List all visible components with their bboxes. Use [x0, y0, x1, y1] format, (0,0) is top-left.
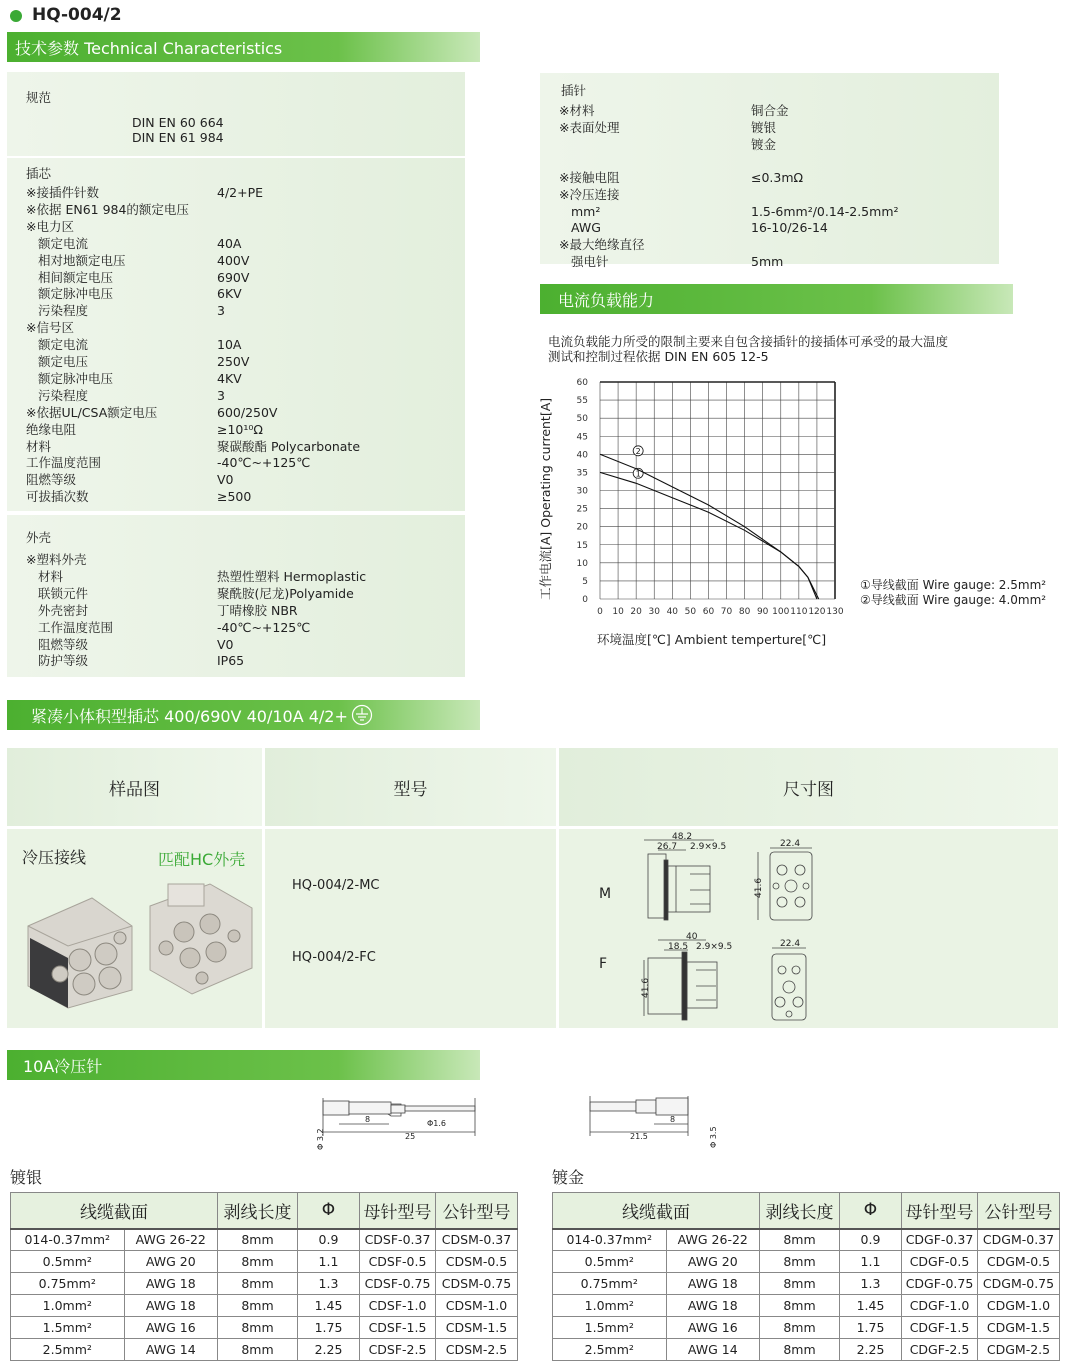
female-pin-contact-dia: Φ1.6	[427, 1119, 447, 1128]
section-title-current: 电流负载能力	[558, 290, 655, 310]
table-header: 剥线长度	[218, 1193, 298, 1229]
spec-value: -40℃~+125℃	[217, 619, 311, 635]
series-marker-label: 2	[635, 446, 641, 456]
x-tick-label: 30	[648, 607, 660, 617]
table-cell: 1.75	[840, 1317, 902, 1339]
section-title-tech: 技术参数 Technical Characteristics	[15, 38, 283, 58]
spec-label: 额定电压	[38, 354, 89, 369]
spec-value: 10A	[217, 337, 242, 353]
table-cell: 8mm	[760, 1273, 840, 1295]
table-cell: 1.1	[840, 1251, 902, 1273]
spec-value: V0	[217, 472, 234, 488]
table-header: 剥线长度	[760, 1193, 840, 1229]
dim-m-slot: 2.9×9.5	[690, 842, 727, 852]
spec-label: 相间额定电压	[38, 269, 114, 285]
table-cell: CDGF-1.0	[902, 1295, 978, 1317]
spec-label: ※依据 EN61 984的额定电压	[26, 201, 189, 217]
female-pin-length: 25	[405, 1132, 416, 1141]
pin-spec-title: 插针	[561, 83, 587, 98]
y-tick-label: 25	[576, 504, 588, 515]
table-cell: 8mm	[218, 1251, 298, 1273]
table-header: 线缆截面	[553, 1193, 760, 1229]
spec-label: ※材料	[559, 103, 595, 118]
table-cell: CDGF-2.5	[902, 1339, 978, 1361]
x-tick-label: 10	[612, 607, 624, 617]
table-cell: 1.5mm²	[553, 1317, 667, 1339]
y-tick-label: 55	[576, 396, 588, 407]
table-row	[553, 1295, 1060, 1317]
drawing-label-m: M	[599, 886, 612, 902]
table-cell: 2.25	[840, 1339, 902, 1361]
table-cell: AWG 14	[124, 1339, 217, 1361]
spec-value: 3	[217, 387, 225, 403]
crimp-label: 冷压接线	[22, 848, 87, 867]
spec-label: 可拔插次数	[26, 489, 89, 505]
table-cell: 1.3	[840, 1273, 902, 1295]
table-cell: AWG 16	[666, 1317, 759, 1339]
spec-label: 相对地额定电压	[38, 252, 126, 268]
title-bullet-icon	[10, 10, 22, 22]
table-cell: 014-0.37mm²	[553, 1229, 667, 1251]
current-description: 测试和控制过程依据 DIN EN 605 12-5	[548, 349, 769, 364]
table-cell: 8mm	[760, 1229, 840, 1251]
table-cell: 1.5mm²	[11, 1317, 125, 1339]
spec-label: 材料	[26, 438, 52, 454]
dim-f-depth: 18.5	[668, 942, 689, 952]
panel-pin	[540, 73, 999, 270]
table-header: 公针型号	[978, 1193, 1060, 1229]
y-tick-label: 30	[576, 486, 588, 497]
legend-entry-1: ①导线截面 Wire gauge: 2.5mm²	[860, 578, 1047, 592]
model-fc: HQ-004/2-FC	[292, 950, 376, 965]
x-tick-label: 90	[756, 607, 769, 617]
spec-value: 1.5-6mm²/0.14-2.5mm²	[751, 203, 899, 219]
standard-line: DIN EN 61 984	[132, 130, 224, 145]
table-row	[553, 1317, 1060, 1339]
table-cell: 8mm	[218, 1295, 298, 1317]
y-tick-label: 0	[582, 595, 588, 605]
table-cell: 1.1	[298, 1251, 360, 1273]
spec-value: 4/2+PE	[217, 185, 264, 200]
spec-value: 16-10/26-14	[751, 220, 828, 236]
section-bar-pin	[7, 1050, 480, 1080]
y-axis-label: 工作电流[A] Operating current[A]	[538, 397, 553, 600]
y-tick-label: 35	[576, 468, 588, 479]
dim-f-height: 41.6	[641, 977, 651, 998]
female-pin-dia: Φ 3.2	[316, 1128, 325, 1150]
col-head-sample: 样品图	[7, 748, 262, 826]
table-cell: 8mm	[760, 1339, 840, 1361]
spec-value: 400V	[217, 252, 250, 268]
table-cell: CDSF-1.5	[360, 1317, 436, 1339]
female-pin-drawing	[315, 1092, 495, 1152]
core-title: 插芯	[26, 166, 52, 181]
spec-value: 丁晴橡胶 NBR	[217, 602, 298, 618]
section-bar-tech	[7, 32, 480, 62]
table-cell: 1.45	[298, 1295, 360, 1317]
spec-value: 聚酰胺(尼龙)Polyamide	[217, 585, 354, 601]
table-row	[553, 1251, 1060, 1273]
table-cell: 1.3	[298, 1273, 360, 1295]
dim-f-front-width: 22.4	[780, 939, 801, 949]
x-tick-label: 120	[808, 607, 826, 617]
spec-value: IP65	[217, 653, 245, 669]
spec-label: 污染程度	[38, 387, 89, 403]
x-tick-label: 130	[826, 607, 844, 617]
dim-f-slot: 2.9×9.5	[696, 942, 733, 952]
x-tick-label: 70	[720, 607, 733, 617]
male-pin-crimp: 8	[670, 1115, 676, 1124]
spec-label: 阻燃等级	[26, 472, 77, 488]
silver-table-title: 镀银	[10, 1168, 43, 1187]
table-cell: 8mm	[760, 1251, 840, 1273]
spec-label: 额定脉冲电压	[38, 286, 114, 302]
current-description: 电流负载能力所受的限制主要来自包含接插针的接插体可承受的最大温度	[548, 334, 949, 349]
spec-label: ※表面处理	[559, 119, 620, 135]
table-cell: AWG 18	[124, 1273, 217, 1295]
x-tick-label: 80	[738, 607, 751, 617]
table-cell: CDGF-0.37	[902, 1229, 978, 1251]
table-cell: AWG 26-22	[666, 1229, 759, 1251]
table-cell: AWG 26-22	[124, 1229, 217, 1251]
male-pin-length: 21.5	[630, 1132, 648, 1141]
table-cell: AWG 18	[666, 1273, 759, 1295]
table-cell: CDSM-0.75	[436, 1273, 518, 1295]
spec-label: 联锁元件	[38, 585, 89, 601]
spec-value: V0	[217, 636, 234, 652]
table-cell: CDSM-1.5	[436, 1317, 518, 1339]
dim-m-width: 48.2	[672, 832, 693, 842]
spec-value: 690V	[217, 269, 250, 285]
table-cell: CDGM-1.0	[978, 1295, 1060, 1317]
spec-value: 4KV	[217, 370, 242, 386]
table-cell: 1.75	[298, 1317, 360, 1339]
table-row	[553, 1229, 1060, 1251]
spec-value: 250V	[217, 354, 250, 369]
x-tick-label: 60	[702, 607, 715, 617]
y-tick-label: 50	[576, 414, 588, 425]
table-cell: 0.75mm²	[553, 1273, 667, 1295]
table-header: 线缆截面	[11, 1193, 218, 1229]
spec-label: ※冷压连接	[559, 186, 620, 202]
table-cell: 0.9	[298, 1229, 360, 1251]
table-cell: CDSM-2.5	[436, 1339, 518, 1361]
x-tick-label: 110	[790, 607, 808, 617]
col-head-dimension: 尺寸图	[559, 748, 1058, 826]
table-cell: AWG 16	[124, 1317, 217, 1339]
spec-label: 绝缘电阻	[26, 421, 77, 437]
spec-label: ※依据UL/CSA额定电压	[26, 404, 158, 420]
table-cell: 2.25	[298, 1339, 360, 1361]
x-tick-label: 50	[684, 607, 697, 617]
table-cell: 0.75mm²	[11, 1273, 125, 1295]
dim-m-depth: 26.7	[657, 842, 678, 852]
col-head-model: 型号	[265, 748, 556, 826]
table-cell: CDSM-0.37	[436, 1229, 518, 1251]
table-header: Φ	[840, 1193, 902, 1229]
table-cell: CDGM-2.5	[978, 1339, 1060, 1361]
drawing-label-f: F	[599, 956, 608, 972]
housing-title: 外壳	[26, 530, 52, 545]
spec-label: AWG	[571, 220, 601, 236]
spec-label: ※塑料外壳	[26, 552, 87, 567]
table-cell: 8mm	[218, 1317, 298, 1339]
table-row	[11, 1251, 518, 1273]
panel-standard	[7, 72, 465, 156]
spec-value: 聚碳酸酯 Polycarbonate	[217, 438, 361, 454]
table-cell: CDSF-0.75	[360, 1273, 436, 1295]
table-cell: AWG 14	[666, 1339, 759, 1361]
table-row	[11, 1339, 518, 1361]
table-header: 母针型号	[902, 1193, 978, 1229]
table-cell: 1.45	[840, 1295, 902, 1317]
table-cell: CDSM-0.5	[436, 1251, 518, 1273]
spec-value: 镀银	[751, 119, 777, 135]
dim-m-front-width: 22.4	[780, 839, 801, 849]
gold-pin-table	[552, 1192, 1060, 1361]
table-row	[11, 1273, 518, 1295]
table-row	[553, 1339, 1060, 1361]
spec-label: 材料	[38, 568, 64, 584]
table-cell: CDSF-1.0	[360, 1295, 436, 1317]
female-pin-crimp: 8	[365, 1115, 371, 1124]
table-cell: AWG 20	[666, 1251, 759, 1273]
table-cell: 014-0.37mm²	[11, 1229, 125, 1251]
spec-value: 热塑性塑料 Hermoplastic	[217, 568, 367, 584]
spec-label: 防护等级	[38, 653, 89, 669]
table-cell: CDSF-2.5	[360, 1339, 436, 1361]
section-bar-insert	[7, 700, 480, 730]
spec-label: ※接插件针数	[26, 185, 99, 200]
table-header: 公针型号	[436, 1193, 518, 1229]
table-cell: 2.5mm²	[553, 1339, 667, 1361]
spec-value: 镀金	[751, 136, 777, 152]
section-title-pin: 10A冷压针	[23, 1056, 103, 1076]
table-cell: CDGF-0.5	[902, 1251, 978, 1273]
x-tick-label: 100	[772, 607, 790, 617]
spec-value: 600/250V	[217, 404, 278, 420]
spec-value: 铜合金	[751, 103, 789, 118]
table-cell: 1.0mm²	[553, 1295, 667, 1317]
spec-label: ※最大绝缘直径	[559, 237, 645, 253]
table-cell: CDGM-0.75	[978, 1273, 1060, 1295]
gold-table-title: 镀金	[552, 1168, 585, 1187]
x-tick-label: 0	[597, 607, 603, 617]
standard-line: DIN EN 60 664	[132, 115, 224, 130]
x-axis-label: 环境温度[℃] Ambient temperture[℃]	[597, 632, 827, 647]
table-cell: 8mm	[218, 1229, 298, 1251]
spec-label: ※电力区	[26, 218, 74, 234]
table-row	[11, 1229, 518, 1251]
table-cell: 0.5mm²	[11, 1251, 125, 1273]
dim-m-height: 41.6	[754, 877, 764, 898]
y-tick-label: 40	[576, 450, 588, 461]
silver-pin-table	[10, 1192, 518, 1361]
table-header: 母针型号	[360, 1193, 436, 1229]
table-row	[553, 1273, 1060, 1295]
model-mc: HQ-004/2-MC	[292, 878, 380, 893]
x-tick-label: 40	[666, 607, 679, 617]
table-cell: 2.5mm²	[11, 1339, 125, 1361]
series-marker-label: 1	[635, 469, 641, 479]
x-tick-label: 20	[630, 607, 642, 617]
dim-f-width: 40	[686, 932, 698, 942]
spec-label: 额定电流	[38, 337, 89, 353]
y-tick-label: 45	[576, 432, 588, 443]
match-label: 匹配HC外壳	[158, 850, 246, 869]
table-cell: 0.9	[840, 1229, 902, 1251]
male-pin-dia: Φ 3.5	[709, 1126, 718, 1148]
table-cell: AWG 18	[666, 1295, 759, 1317]
table-cell: CDSF-0.5	[360, 1251, 436, 1273]
table-cell: 8mm	[218, 1339, 298, 1361]
spec-label: 阻燃等级	[38, 636, 89, 652]
table-cell: CDGM-0.5	[978, 1251, 1060, 1273]
spec-label: mm²	[571, 203, 601, 219]
table-cell: 1.0mm²	[11, 1295, 125, 1317]
table-row	[11, 1295, 518, 1317]
table-row	[11, 1317, 518, 1339]
spec-value: -40℃~+125℃	[217, 455, 311, 471]
panel-housing	[7, 515, 465, 677]
spec-label: 工作温度范围	[26, 455, 102, 471]
table-cell: 8mm	[760, 1317, 840, 1339]
earth-ground-icon	[351, 704, 373, 726]
spec-label: 外壳密封	[38, 602, 89, 618]
spec-label: 额定电流	[38, 235, 89, 251]
section-bar-current	[540, 284, 1013, 314]
spec-value: ≥500	[217, 489, 252, 505]
y-tick-label: 10	[576, 558, 588, 569]
spec-label: ※接触电阻	[559, 169, 620, 185]
table-cell: CDGF-1.5	[902, 1317, 978, 1339]
table-cell: AWG 18	[124, 1295, 217, 1317]
table-cell: 8mm	[218, 1273, 298, 1295]
y-tick-label: 60	[576, 378, 588, 388]
table-cell: CDGF-0.75	[902, 1273, 978, 1295]
spec-value: 40A	[217, 235, 242, 251]
panel-core	[7, 158, 465, 511]
dimension-drawings	[630, 830, 830, 1026]
table-cell: 0.5mm²	[553, 1251, 667, 1273]
spec-value: 3	[217, 303, 225, 319]
spec-label: 额定脉冲电压	[38, 370, 114, 386]
table-cell: CDSM-1.0	[436, 1295, 518, 1317]
spec-label: ※信号区	[26, 320, 74, 336]
table-header: Φ	[298, 1193, 360, 1229]
page-title: HQ-004/2	[32, 5, 122, 25]
standard-title: 规范	[26, 90, 52, 105]
cell-model	[265, 829, 556, 1028]
table-cell: 8mm	[760, 1295, 840, 1317]
y-tick-label: 15	[576, 540, 588, 551]
current-derating-chart	[530, 370, 1060, 655]
table-cell: AWG 20	[124, 1251, 217, 1273]
connector-sample-photo	[20, 878, 260, 1018]
y-tick-label: 5	[582, 576, 588, 587]
table-cell: CDGM-1.5	[978, 1317, 1060, 1339]
y-tick-label: 20	[576, 522, 588, 533]
male-pin-drawing	[580, 1092, 740, 1152]
spec-label: 强电针	[571, 254, 609, 270]
table-cell: CDSF-0.37	[360, 1229, 436, 1251]
spec-value: 5mm	[751, 254, 784, 270]
spec-value: ≤0.3mΩ	[751, 169, 804, 185]
spec-label: 污染程度	[38, 303, 89, 319]
spec-value: ≥10¹⁰Ω	[217, 421, 263, 437]
section-title-insert: 紧凑小体积型插芯 400/690V 40/10A 4/2+	[31, 706, 348, 726]
table-cell: CDGM-0.37	[978, 1229, 1060, 1251]
spec-value: 6KV	[217, 286, 242, 302]
spec-label: 工作温度范围	[38, 619, 114, 635]
legend-entry-2: ②导线截面 Wire gauge: 4.0mm²	[860, 593, 1047, 607]
